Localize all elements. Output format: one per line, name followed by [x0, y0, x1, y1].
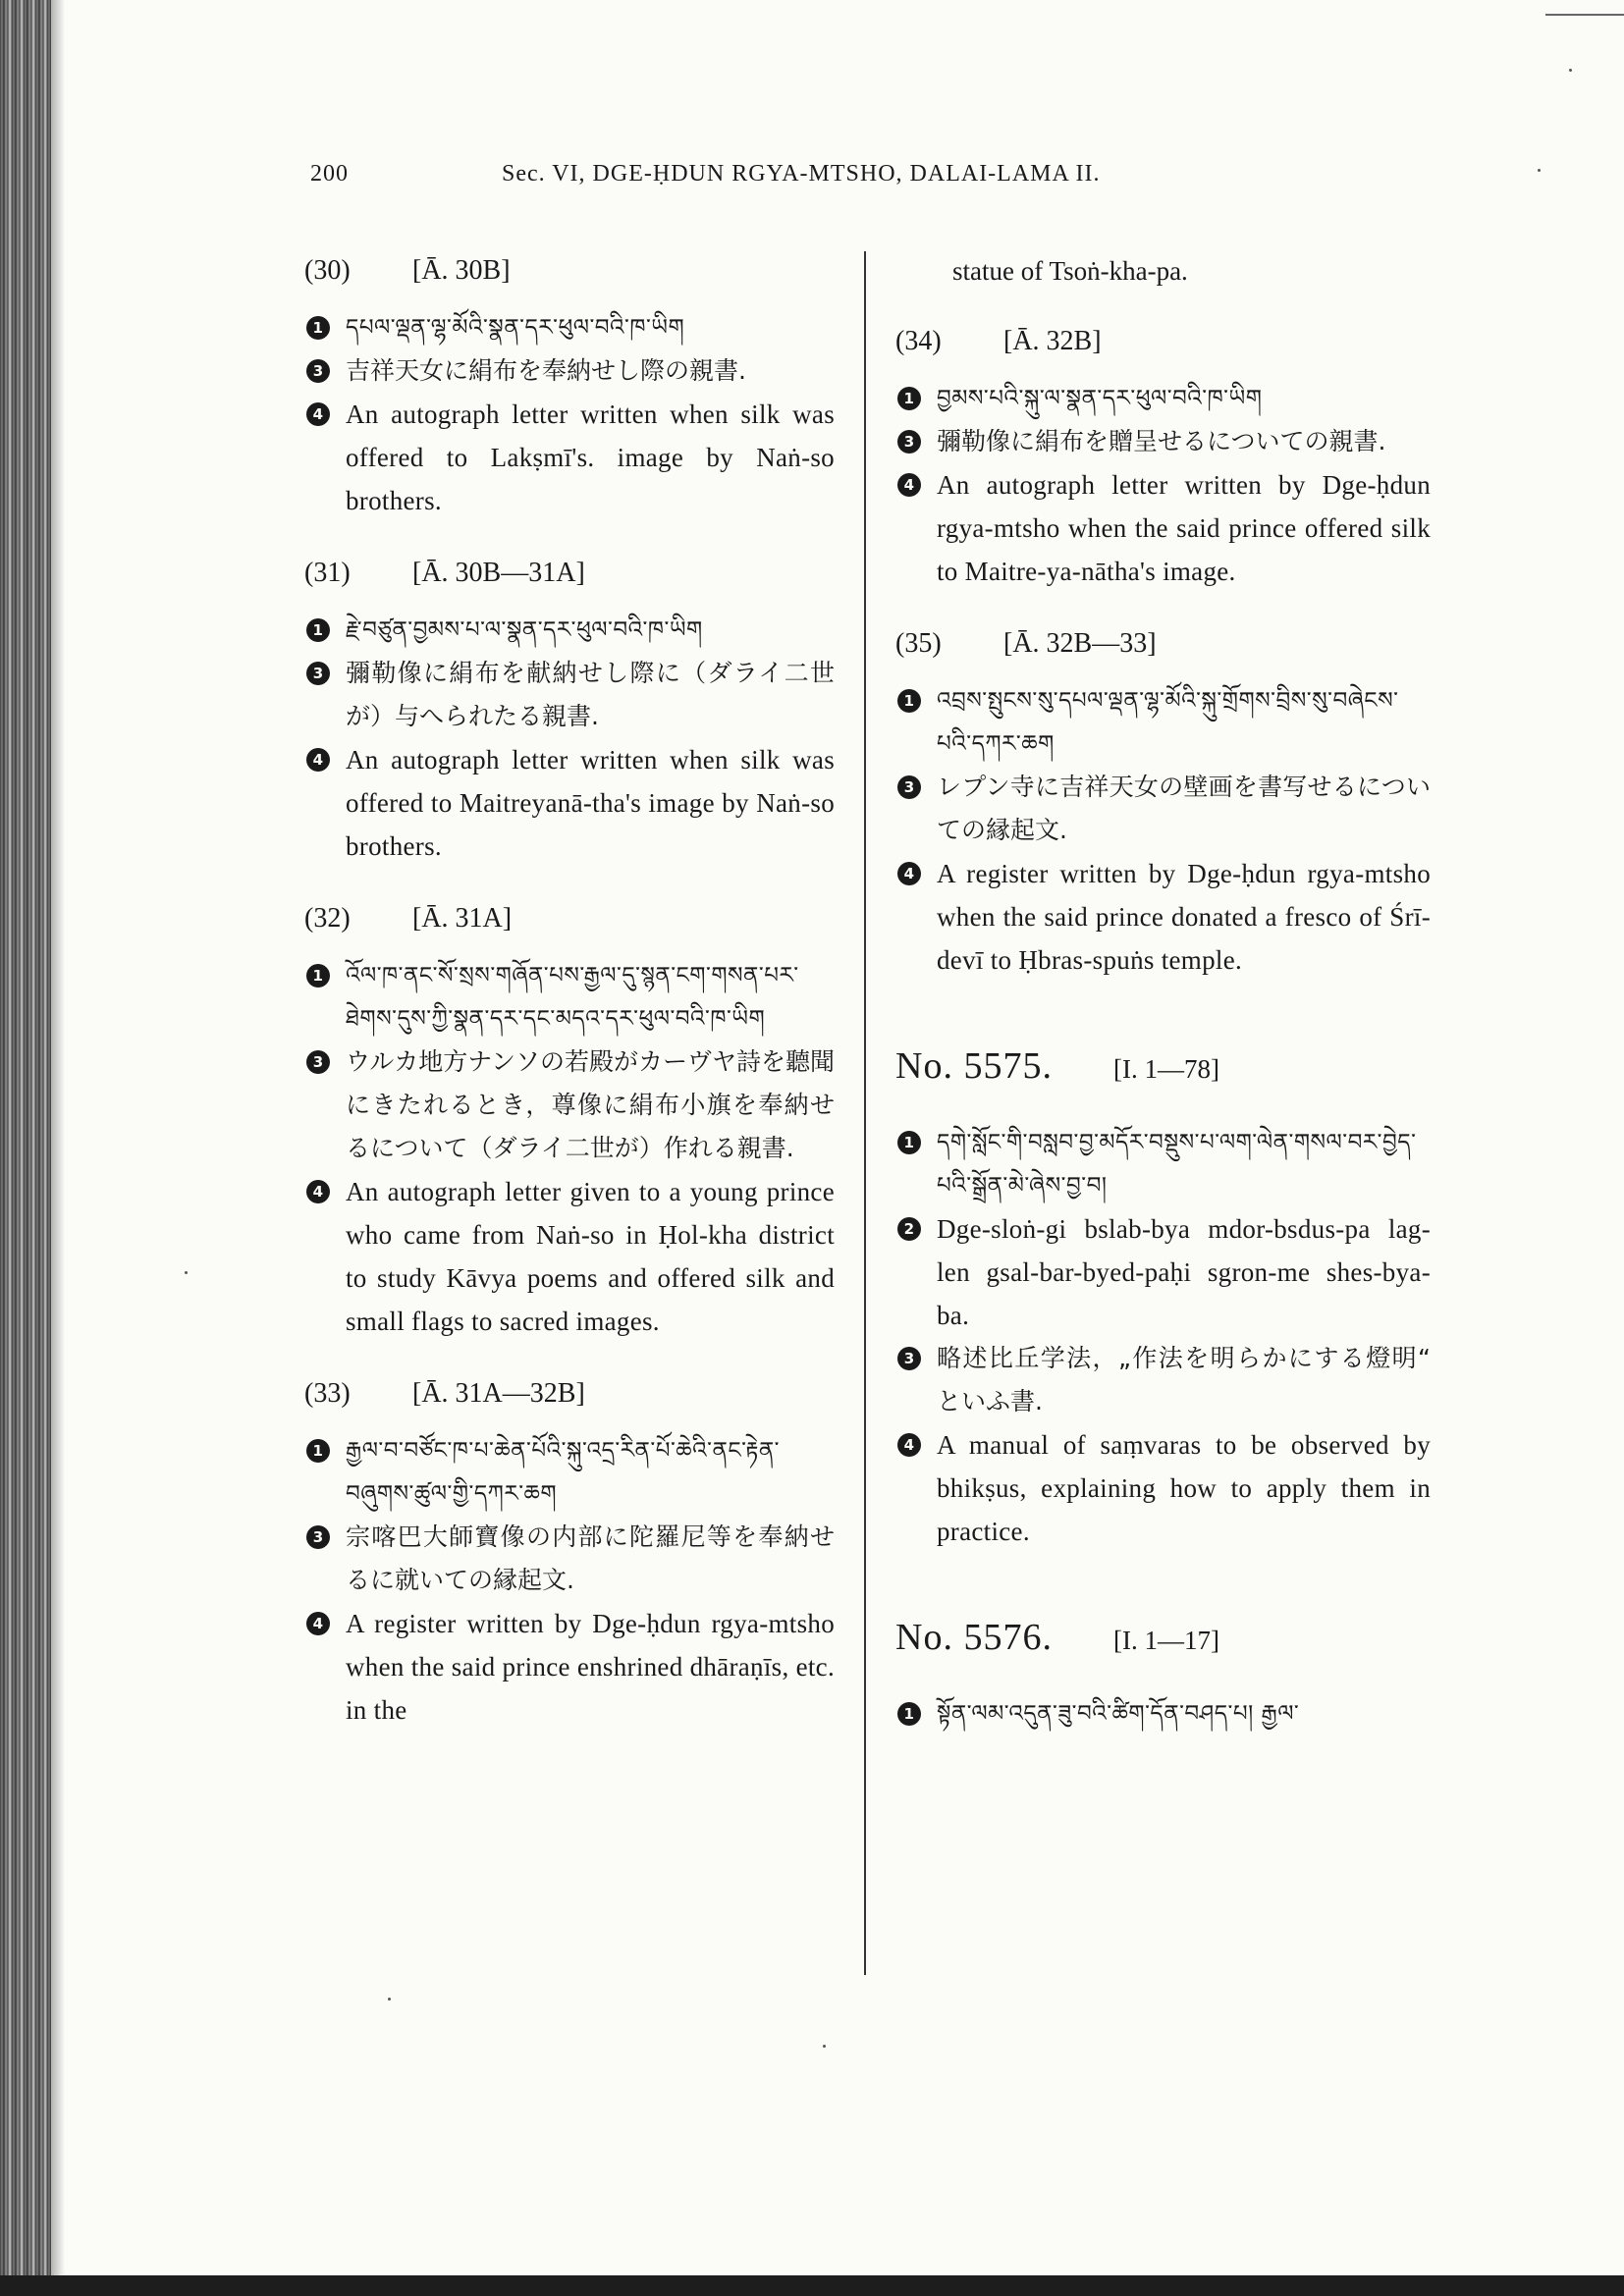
scan-binding-shadow — [51, 0, 65, 2296]
item-text: An autograph letter written when silk was offered to Lakṣmī's. image by Naṅ-so brothers. — [346, 400, 835, 515]
japanese-title — [304, 349, 835, 393]
tibetan-title — [304, 954, 835, 1041]
japanese-title — [895, 420, 1431, 463]
scan-bottom-edge — [0, 2275, 1624, 2296]
entry-reference: [Ā. 32B—33] — [1003, 628, 1157, 659]
bullet-icon: 3 — [897, 775, 921, 799]
japanese-title — [895, 766, 1431, 852]
bullet-icon: 4 — [306, 1180, 330, 1203]
english-title — [304, 1602, 835, 1732]
english-title — [895, 1423, 1431, 1553]
item-text: བྱམས་པའི་སྐུ་ལ་སྣན་དར་ཕུལ་བའི་ཁ་ཡིག — [937, 386, 1263, 411]
item-text: 吉祥天女に絹布を奉納せし際の親書. — [346, 356, 746, 385]
bullet-icon: 1 — [306, 618, 330, 642]
item-text: レプン寺に吉祥天女の壁画を書写せるについての縁起文. — [937, 773, 1431, 844]
english-title — [895, 463, 1431, 593]
scan-speck — [1569, 69, 1572, 72]
item-text: འོལ་ཁ་ནང་སོ་སྲས་གཞོན་པས་རྒྱལ་དུ་སྙན་ངག་གསན་པར་ཐེགས་དུས་ཀྱི་སྣན་དར་དང་མདའ་དར་ཕུལ་བའི་ཁ་ཡིག — [346, 963, 799, 1032]
bullet-icon: 3 — [306, 662, 330, 685]
english-title — [895, 852, 1431, 982]
catalogue-number: No. 5575. — [895, 1045, 1053, 1087]
entry-header — [304, 901, 835, 936]
entry-32 — [304, 901, 835, 1343]
item-text: 宗喀巴大師寶像の内部に陀羅尼等を奉納せるに就いての縁起文. — [346, 1522, 835, 1594]
item-text: དཔལ་ལྡན་ལྷ་མོའི་སྣན་དར་ཕུལ་བའི་ཁ་ཡིག — [346, 315, 685, 341]
running-title: Sec. VI, DGE-ḤDUN RGYA-MTSHO, DALAI-LAMA II. — [502, 161, 1101, 187]
right-column — [895, 253, 1431, 1735]
bullet-icon: 2 — [897, 1217, 921, 1241]
entry-header — [895, 324, 1431, 359]
item-text: 彌勒像に絹布を献納せし際に（ダライ二世が）与へられたる親書. — [346, 659, 835, 730]
bullet-icon: 3 — [306, 1050, 330, 1074]
entry-number: (34) — [895, 326, 942, 356]
item-text: An autograph letter written when silk was offered to Maitreyanā-tha's image by Naṅ-so brothers. — [346, 745, 835, 861]
bullet-icon: 1 — [306, 1439, 330, 1463]
scan-speck — [388, 1998, 391, 2001]
bullet-icon: 3 — [306, 359, 330, 383]
bullet-icon: 1 — [897, 387, 921, 410]
tibetan-title — [895, 679, 1431, 766]
page-number: 200 — [310, 161, 349, 187]
left-column — [304, 253, 835, 1732]
entry-number: (30) — [304, 255, 351, 286]
tibetan-title — [304, 306, 835, 349]
entry-number: (33) — [304, 1378, 351, 1409]
item-text: རྗེ་བཙུན་བྱམས་པ་ལ་སྣན་དར་ཕུལ་བའི་ཁ་ཡིག — [346, 617, 703, 643]
english-title — [304, 738, 835, 868]
tibetan-title — [304, 1429, 835, 1516]
bullet-icon: 4 — [306, 748, 330, 772]
bullet-icon: 1 — [897, 689, 921, 713]
entry-number: (31) — [304, 558, 351, 588]
entry-header — [304, 1376, 835, 1412]
item-text: 彌勒像に絹布を贈呈せるについての親書. — [937, 427, 1386, 455]
entry-34 — [895, 324, 1431, 593]
entry-reference: [Ā. 31A—32B] — [412, 1378, 585, 1409]
japanese-title — [304, 652, 835, 738]
entry-reference: [Ā. 32B] — [1003, 326, 1102, 356]
english-title — [304, 1170, 835, 1343]
bullet-icon: 1 — [897, 1131, 921, 1154]
item-text: རྒྱལ་བ་བཙོང་ཁ་པ་ཆེན་པོའི་སྐུ་འདྲ་རིན་པོ་ཆེའི་ནང་རྟེན་བཞུགས་ཚུལ་གྱི་དཀར་ཆག — [346, 1438, 781, 1507]
entry-no-5576 — [895, 1616, 1431, 1735]
entry-number: (35) — [895, 628, 942, 659]
tibetan-title — [895, 377, 1431, 420]
entry-no-5575 — [895, 1044, 1431, 1553]
bullet-icon: 4 — [306, 1612, 330, 1635]
bullet-icon: 1 — [306, 964, 330, 988]
column-divider — [864, 251, 866, 1975]
catalogue-number: No. 5576. — [895, 1617, 1053, 1658]
entry-header — [304, 556, 835, 591]
bullet-icon: 4 — [897, 862, 921, 885]
item-text: དགེ་སློང་གི་བསླབ་བྱ་མདོར་བསྡུས་པ་ལག་ལེན་གསལ་བར་བྱེད་པའི་སྒྲོན་མེ་ཞེས་བྱ་བ། — [937, 1130, 1417, 1199]
japanese-title — [304, 1516, 835, 1602]
item-text: ウルカ地方ナンソの若殿がカーヴヤ詩を聽聞にきたれるとき，尊像に絹布小旗を奉納せるについて（ダライ二世が）作れる親書. — [346, 1047, 836, 1162]
item-text: 略述比丘学法，„作法を明らかにする燈明“ といふ書. — [937, 1344, 1431, 1415]
bullet-icon: 1 — [306, 316, 330, 340]
item-text: འབྲས་སྤུངས་སུ་དཔལ་ལྡན་ལྷ་མོའི་སྐུ་གྲོགས་བྲིས་སུ་བཞེངས་པའི་དཀར་ཆག — [937, 688, 1399, 757]
entry-31 — [304, 556, 835, 868]
scan-mark — [1545, 14, 1624, 16]
tibetan-title — [895, 1692, 1431, 1735]
bullet-icon: 3 — [897, 1347, 921, 1370]
item-text: སྟོན་ལམ་འདུན་ཟུ་བའི་ཚིག་དོན་བཤད་པ། རྒྱལ་ — [937, 1701, 1300, 1727]
scan-binding-edge — [0, 0, 51, 2296]
catalogue-reference: [I. 1—78] — [1113, 1054, 1219, 1084]
item-text: A manual of saṃvaras to be observed by bhikṣus, explaining how to apply them in practice. — [937, 1430, 1431, 1546]
bullet-icon: 3 — [897, 430, 921, 454]
scan-speck — [185, 1271, 188, 1274]
entry-header — [895, 626, 1431, 662]
entry-reference: [Ā. 30B—31A] — [412, 558, 585, 588]
tibetan-title — [304, 609, 835, 652]
scan-speck — [823, 2045, 826, 2048]
item-text: An autograph letter given to a young prince who came from Naṅ-so in Ḥol-kha district to study Kāvya poems and offered silk and small flags to sacred images. — [346, 1177, 835, 1336]
entry-reference: [Ā. 30B] — [412, 255, 511, 286]
catalogue-number-header — [895, 1044, 1431, 1088]
entry-30 — [304, 253, 835, 522]
entry-33 — [304, 1376, 835, 1732]
transliterated-title — [895, 1207, 1431, 1337]
bullet-icon: 1 — [897, 1702, 921, 1726]
bullet-icon: 4 — [897, 473, 921, 497]
tibetan-title — [895, 1121, 1431, 1207]
item-text: An autograph letter written by Dge-ḥdun rgya-mtsho when the said prince offered silk to Maitre-ya-nātha's image. — [937, 470, 1431, 586]
entry-reference: [Ā. 31A] — [412, 903, 513, 934]
entry-35 — [895, 626, 1431, 982]
catalogue-reference: [I. 1—17] — [1113, 1626, 1219, 1655]
bullet-icon: 4 — [897, 1433, 921, 1457]
japanese-title — [304, 1041, 835, 1170]
catalogue-number-header — [895, 1616, 1431, 1659]
scan-speck — [1538, 169, 1541, 172]
bullet-icon: 3 — [306, 1525, 330, 1549]
english-title — [304, 393, 835, 522]
item-text: Dge-sloṅ-gi bslab-bya mdor-bsdus-pa lag-len gsal-bar-byed-paḥi sgron-me shes-bya-ba. — [937, 1214, 1431, 1330]
bullet-icon: 4 — [306, 402, 330, 426]
japanese-title — [895, 1337, 1431, 1423]
item-text: A register written by Dge-ḥdun rgya-mtsho when the said prince donated a fresco of Śrī-devī to Ḥbras-spuṅs temple. — [937, 859, 1431, 975]
entry-header — [304, 253, 835, 289]
continued-text: statue of Tsoṅ-kha-pa. — [952, 256, 1188, 286]
item-text: A register written by Dge-ḥdun rgya-mtsho when the said prince enshrined dhāraṇīs, etc. in the — [346, 1609, 835, 1725]
entry-number: (32) — [304, 903, 351, 934]
